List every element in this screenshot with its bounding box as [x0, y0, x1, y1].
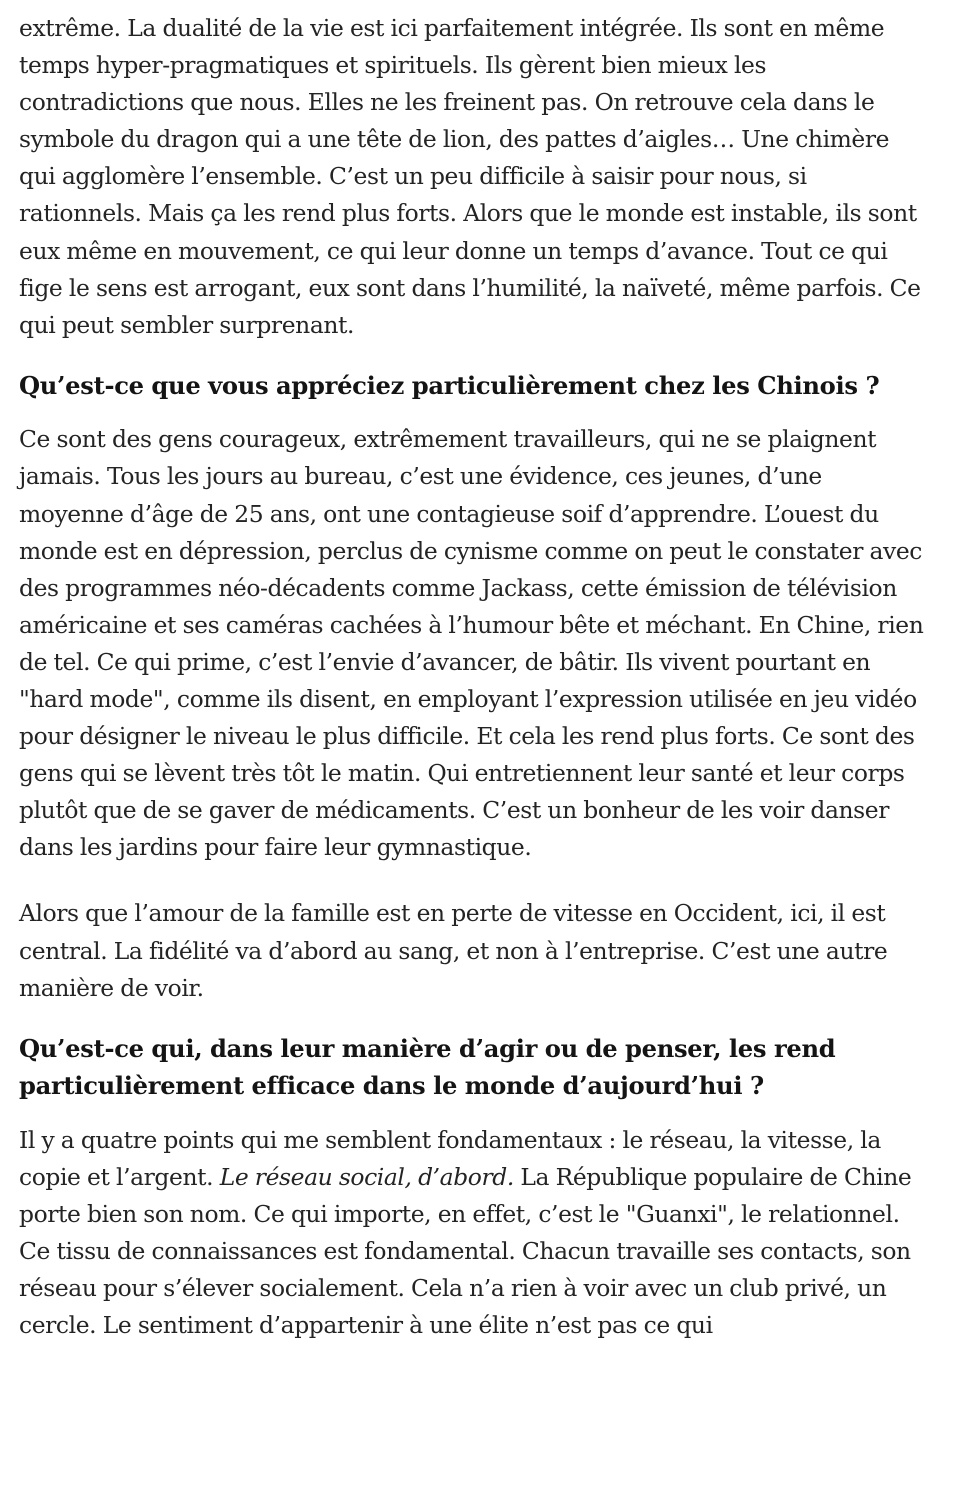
body-paragraph: extrême. La dualité de la vie est ici parfaitement intégrée. Ils sont en même temps hyper-pragmatiques et spirituels. Ils gèrent bien mieux les contradictions que nous. Elles ne les freinent pas. On retrouve cela dans le symbole du dragon qui a une tête de lion, des pattes d’aigles… Une chimère qui agglomère l’ensemble. C’est un peu difficile à saisir pour nous, si rationnels. Mais ça les rend plus forts. Alors que le monde est instable, ils sont eux même en mouvement, ce qui leur donne un temps d’avance. Tout ce qui fige le sens est arrogant, eux sont dans l’humilité, la naïveté, même parfois. Ce qui peut sembler surprenant.: [19, 14, 921, 339]
emphasized-subtopic: Le réseau social, d’abord.: [219, 1162, 514, 1191]
body-paragraph: Ce sont des gens courageux, extrêmement travailleurs, qui ne se plaignent jamais. Tous les jours au bureau, c’est une évidence, ces jeunes, d’une moyenne d’âge de 25 ans, ont une contagieuse soif d’apprendre. L’ouest du monde est en dépression, perclus de cynisme comme on peut le constater avec des programmes néo-décadents comme Jackass, cette émission de télévision américaine et ses caméras cachées à l’humour bête et méchant. En Chine, rien de tel. Ce qui prime, c’est l’envie d’avancer, de bâtir. Ils vivent pourtant en "hard mode", comme ils disent, en employant l’expression utilisée en jeu vidéo pour désigner le niveau le plus difficile. Et cela les rend plus forts. Ce sont des gens qui se lèvent très tôt le matin. Qui entretiennent leur santé et leur corps plutôt que de se gaver de médicaments. C’est un bonheur de les voir danser dans les jardins pour faire leur gymnastique.: [19, 425, 924, 862]
body-paragraph: [19, 1122, 929, 1345]
paragraph-body-text: La République populaire de Chine porte bien son nom. Ce qui importe, en effet, c’est le "Guanxi", le relationnel. Ce tissu de connaissances est fondamental. Chacun travaille ses contacts, son réseau pour s’élever socialement. Cela n’a rien à voir avec un club privé, un cercle. Le sentiment d’appartenir à une élite n’est pas ce qui: [19, 1162, 912, 1340]
paragraph-intro-text: Il y a quatre points qui me semblent fondamentaux : le réseau, la vitesse, la copie et l’argent.: [19, 1125, 881, 1191]
interview-question: Qu’est-ce que vous appréciez particulièrement chez les Chinois ?: [19, 370, 880, 400]
body-paragraph: Alors que l’amour de la famille est en perte de vitesse en Occident, ici, il est central. La fidélité va d’abord au sang, et non à l’entreprise. C’est une autre manière de voir.: [19, 899, 888, 1002]
interview-question: Qu’est-ce qui, dans leur manière d’agir ou de penser, les rend particulièrement efficace dans le monde d’aujourd’hui ?: [19, 1033, 836, 1101]
